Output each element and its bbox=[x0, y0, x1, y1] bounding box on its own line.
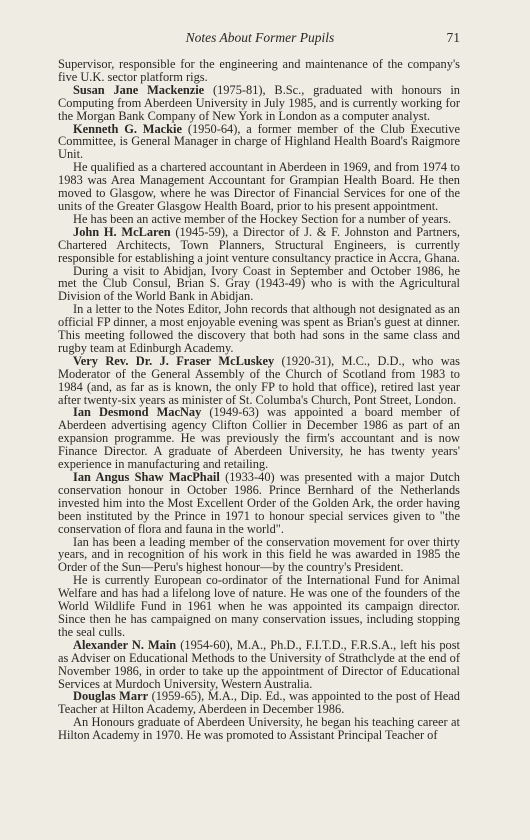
paragraph-text: (1945-59), a Director of J. & F. Johnston and Partners, Chartered Architects, Town Planners, Structural Engineers, is currently responsible for establishing a joint venture consultancy practice in Accra, Ghana. bbox=[58, 224, 460, 265]
paragraph-text: Supervisor, responsible for the engineering and maintenance of the company's five U.K. sector platform rigs. bbox=[58, 57, 460, 84]
page-header bbox=[60, 30, 460, 46]
paragraph-text: Ian has been a leading member of the conservation movement for over thirty years, and in recognition of his work in this field he was awarded in 1985 the Order of the Sun—Peru's highest honour—by the country's President. bbox=[58, 534, 460, 575]
paragraph-text: In a letter to the Notes Editor, John records that although not designated as an official FP dinner, a most enjoyable evening was spent as Brian's guest at dinner. This meeting followed the discovery that both had sons in the same class and rugby team at Edinburgh Academy. bbox=[58, 302, 460, 355]
paragraph-text: (1959-65), M.A., Dip. Ed., was appointed to the post of Head Teacher at Hilton Academy, Aberdeen in December 1986. bbox=[58, 689, 460, 717]
paragraph bbox=[58, 84, 460, 123]
article-body bbox=[58, 58, 460, 742]
paragraph bbox=[58, 406, 460, 471]
paragraph-text: He qualified as a chartered accountant in Aberdeen in 1969, and from 1974 to 1983 was Area Management Accountant for Grampian Health Board. He then moved to Glasgow, where he was Director of Financial Services for one of the units of the Greater Glasgow Health Board, prior to his present appointment. bbox=[58, 160, 460, 213]
person-name: Very Rev. Dr. J. Fraser McLuskey bbox=[73, 353, 275, 368]
person-name: Ian Desmond MacNay bbox=[73, 405, 202, 420]
person-name: John H. McLaren bbox=[73, 224, 171, 239]
paragraph-text: He is currently European co-ordinator of the International Fund for Animal Welfare and has had a lifelong love of nature. He was one of the founders of the World Wildlife Fund in 1961 when he was appointed its campaign director. Since then he has campaigned on many conservation issues, including stopping the seal culls. bbox=[58, 573, 460, 639]
paragraph-text: (1950-64), a former member of the Club Executive Committee, is General Manager in charge of Highland Health Board's Raigmore Unit. bbox=[58, 121, 460, 162]
paragraph bbox=[58, 303, 460, 355]
paragraph-text: An Honours graduate of Aberdeen University, he began his teaching career at Hilton Academy in 1970. He was promoted to Assistant Principal Teacher of bbox=[58, 715, 460, 743]
paragraph bbox=[58, 265, 460, 304]
person-name: Kenneth G. Mackie bbox=[73, 121, 183, 136]
paragraph-text: (1975-81), B.Sc., graduated with honours in Computing from Aberdeen University in July 1985, and is currently working for the Morgan Bank Company of New York in London as a computer analyst. bbox=[58, 82, 461, 123]
paragraph-text: (1920-31), M.C., D.D., who was Moderator of the General Assembly of the Church of Scotland from 1983 to 1984 (and, as far as is known, the only FP to hold that office), retired last year after twenty-six years as minister of St. Columba's Church, Pont Street, London. bbox=[58, 353, 461, 407]
paragraph-text: (1933-40) was presented with a major Dutch conservation honour in October 1986. Prince Bernhard of the Netherlands invested him into the Most Excellent Order of the Golden Ark, the order having been instituted by the Prince in 1971 to honour special services given to "the conservation of flora and fauna in the world". bbox=[58, 470, 460, 536]
paragraph bbox=[58, 58, 460, 84]
paragraph bbox=[58, 123, 460, 162]
paragraph-text: During a visit to Abidjan, Ivory Coast in September and October 1986, he met the Club Consul, Brian S. Gray (1943-49) who is with the Agricultural Division of the World Bank in Abidjan. bbox=[58, 263, 460, 304]
paragraph bbox=[58, 574, 460, 639]
paragraph bbox=[58, 226, 460, 265]
paragraph-text: (1949-63) was appointed a board member of Aberdeen advertising agency Clifton Collier in December 1986 as part of an expansion programme. He was previously the firm's accountant and is now Finance Director. A graduate of Aberdeen University, he has twenty years' experience in manufacturing and retailing. bbox=[58, 405, 460, 472]
paragraph bbox=[58, 471, 460, 536]
paragraph bbox=[58, 536, 460, 575]
person-name: Ian Angus Shaw MacPhail bbox=[73, 470, 220, 484]
paragraph bbox=[58, 716, 460, 742]
person-name: Douglas Marr bbox=[73, 689, 149, 704]
paragraph-text: He has been an active member of the Hockey Section for a number of years. bbox=[73, 211, 452, 226]
running-title: Notes About Former Pupils bbox=[185, 30, 335, 45]
paragraph bbox=[58, 690, 460, 716]
paragraph bbox=[58, 355, 460, 407]
paragraph-text: (1954-60), M.A., Ph.D., F.I.T.D., F.R.S.A., left his post as Adviser on Educational Methods to the University of Strathclyde at the end of November 1986, in order to take up the appointment of Director of Educational Services at Murdoch University, Western Australia. bbox=[58, 637, 460, 691]
paragraph bbox=[58, 161, 460, 213]
paragraph bbox=[58, 639, 460, 691]
page-number: 71 bbox=[446, 30, 460, 45]
person-name: Susan Jane Mackenzie bbox=[73, 82, 205, 97]
person-name: Alexander N. Main bbox=[73, 637, 177, 652]
